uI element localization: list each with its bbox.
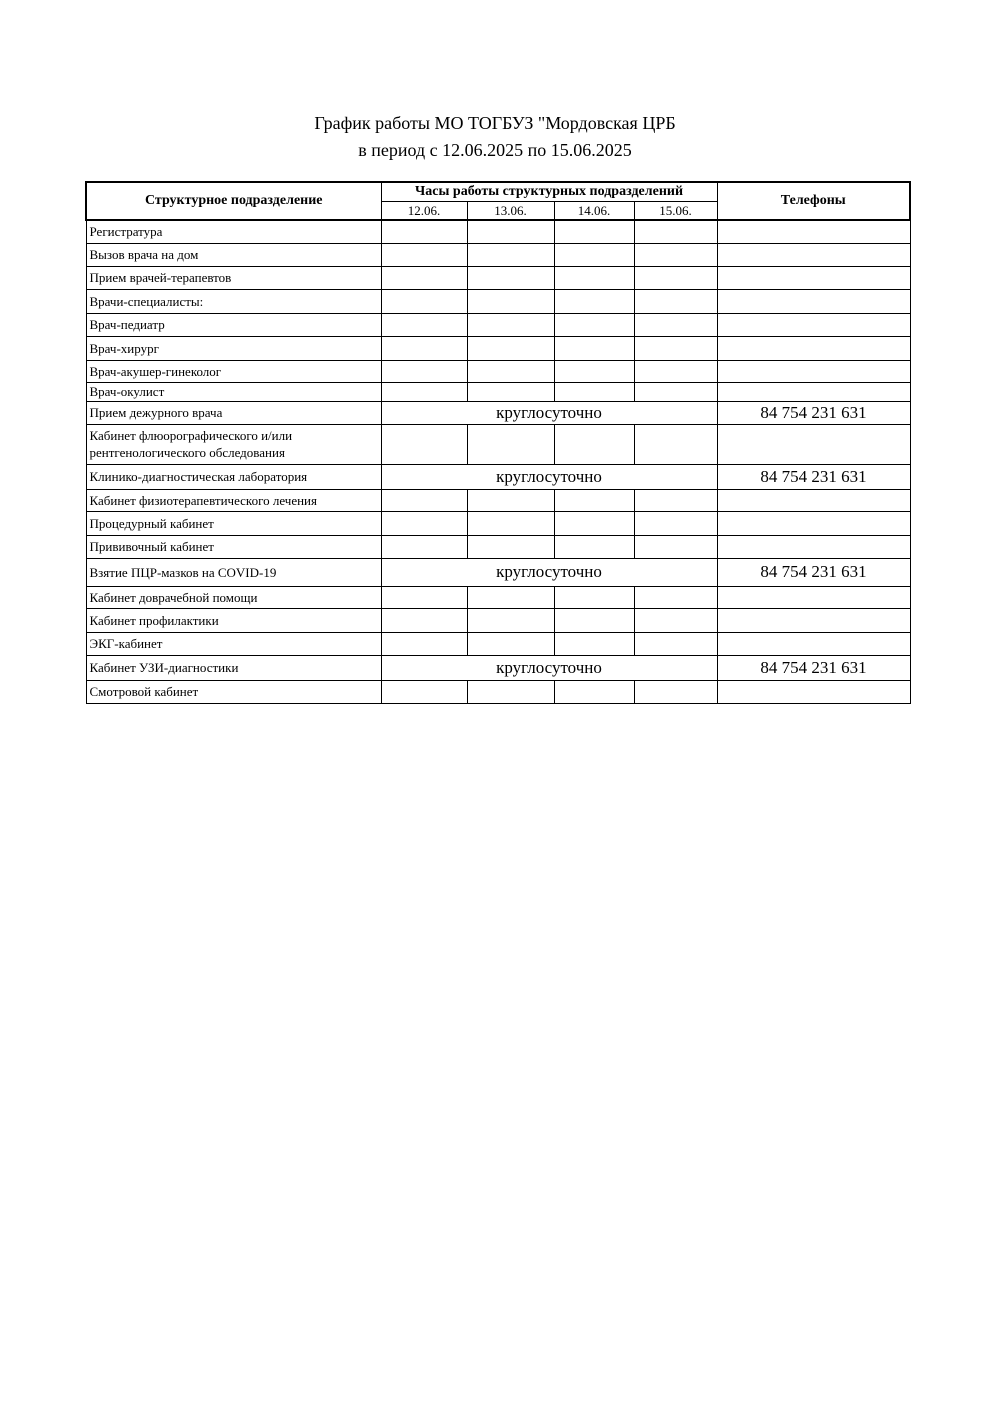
phone-cell (717, 360, 910, 382)
department-name: Смотровой кабинет (86, 680, 381, 703)
phone-cell (717, 586, 910, 608)
hours-cell (634, 608, 717, 632)
hours-cell (381, 608, 467, 632)
hours-cell (554, 535, 634, 558)
hours-cell (467, 289, 554, 313)
hours-cell (554, 220, 634, 243)
hours-cell (467, 382, 554, 401)
hours-cell (381, 243, 467, 266)
title-line-1: График работы МО ТОГБУЗ "Мордовская ЦРБ (314, 113, 676, 133)
department-name: Врач-педиатр (86, 313, 381, 336)
table-row (86, 266, 910, 289)
hours-cell (634, 382, 717, 401)
hours-cell (467, 360, 554, 382)
hours-cell (381, 360, 467, 382)
phone-cell (717, 632, 910, 655)
hours-cell (634, 313, 717, 336)
table-row (86, 382, 910, 401)
phone-cell (717, 243, 910, 266)
table-row (86, 632, 910, 655)
table-row (86, 289, 910, 313)
date-header: 13.06. (467, 202, 554, 221)
table-row (86, 360, 910, 382)
date-header: 12.06. (381, 202, 467, 221)
table-row (86, 401, 910, 424)
table-row (86, 608, 910, 632)
hours-cell (554, 608, 634, 632)
hours-cell (467, 535, 554, 558)
phone-cell (717, 535, 910, 558)
column-header-hours: Часы работы структурных подразделений (381, 182, 717, 202)
document-title (0, 110, 1000, 164)
phone-cell: 84 754 231 631 (717, 655, 910, 680)
hours-cell (554, 360, 634, 382)
table-row (86, 489, 910, 511)
hours-cell (554, 289, 634, 313)
hours-cell (634, 489, 717, 511)
table-row (86, 680, 910, 703)
hours-cell (634, 680, 717, 703)
hours-cell (554, 266, 634, 289)
department-name: Кабинет доврачебной помощи (86, 586, 381, 608)
phone-cell (717, 424, 910, 464)
department-name: ЭКГ-кабинет (86, 632, 381, 655)
hours-cell (554, 632, 634, 655)
hours-cell (554, 489, 634, 511)
hours-cell (554, 382, 634, 401)
hours-cell (634, 220, 717, 243)
hours-cell (634, 632, 717, 655)
hours-cell (381, 680, 467, 703)
date-header: 14.06. (554, 202, 634, 221)
hours-cell (467, 489, 554, 511)
hours-cell (467, 336, 554, 360)
hours-cell (634, 336, 717, 360)
hours-cell-merged: круглосуточно (381, 464, 717, 489)
department-name: Врач-акушер-гинеколог (86, 360, 381, 382)
phone-cell (717, 336, 910, 360)
hours-cell (381, 313, 467, 336)
hours-cell (634, 535, 717, 558)
hours-cell (381, 266, 467, 289)
phone-cell (717, 289, 910, 313)
hours-cell (554, 424, 634, 464)
department-name: Врач-окулист (86, 382, 381, 401)
hours-cell (467, 313, 554, 336)
hours-cell (381, 220, 467, 243)
department-name: Прием дежурного врача (86, 401, 381, 424)
hours-cell (381, 424, 467, 464)
hours-cell-merged: круглосуточно (381, 558, 717, 586)
department-name: Клинико-диагностическая лаборатория (86, 464, 381, 489)
date-header: 15.06. (634, 202, 717, 221)
table-row (86, 511, 910, 535)
hours-cell (554, 313, 634, 336)
table-row (86, 464, 910, 489)
table-row (86, 558, 910, 586)
hours-cell-merged: круглосуточно (381, 401, 717, 424)
hours-cell (634, 511, 717, 535)
department-name: Взятие ПЦР-мазков на COVID-19 (86, 558, 381, 586)
hours-cell (467, 266, 554, 289)
phone-cell (717, 511, 910, 535)
hours-cell (381, 336, 467, 360)
phone-cell: 84 754 231 631 (717, 464, 910, 489)
hours-cell (467, 243, 554, 266)
department-name: Кабинет профилактики (86, 608, 381, 632)
phone-cell: 84 754 231 631 (717, 401, 910, 424)
department-name: Вызов врача на дом (86, 243, 381, 266)
hours-cell (554, 680, 634, 703)
hours-cell (381, 289, 467, 313)
schedule-table (85, 181, 911, 704)
phone-cell (717, 489, 910, 511)
hours-cell (381, 489, 467, 511)
hours-cell (467, 511, 554, 535)
column-header-phones: Телефоны (717, 182, 910, 220)
department-name: Прививочный кабинет (86, 535, 381, 558)
department-name: Регистратура (86, 220, 381, 243)
hours-cell (467, 680, 554, 703)
hours-cell (634, 586, 717, 608)
hours-cell (634, 266, 717, 289)
phone-cell (717, 220, 910, 243)
hours-cell (554, 243, 634, 266)
phone-cell (717, 382, 910, 401)
department-name: Кабинет флюорографического и/или рентгенологического обследования (86, 424, 381, 464)
table-row (86, 220, 910, 243)
table-row (86, 586, 910, 608)
department-name: Процедурный кабинет (86, 511, 381, 535)
title-line-2: в период с 12.06.2025 по 15.06.2025 (358, 140, 632, 160)
hours-cell (634, 360, 717, 382)
schedule-body (86, 220, 910, 703)
hours-cell (381, 632, 467, 655)
hours-cell (381, 511, 467, 535)
column-header-department: Структурное подразделение (86, 182, 381, 220)
hours-cell (467, 586, 554, 608)
hours-cell (381, 586, 467, 608)
hours-cell (467, 632, 554, 655)
table-row (86, 535, 910, 558)
hours-cell (467, 220, 554, 243)
phone-cell: 84 754 231 631 (717, 558, 910, 586)
department-name: Врач-хирург (86, 336, 381, 360)
phone-cell (717, 313, 910, 336)
hours-cell (634, 424, 717, 464)
hours-cell (634, 243, 717, 266)
hours-cell (634, 289, 717, 313)
department-name: Врачи-специалисты: (86, 289, 381, 313)
phone-cell (717, 680, 910, 703)
department-name: Прием врачей-терапевтов (86, 266, 381, 289)
table-row (86, 243, 910, 266)
hours-cell (554, 511, 634, 535)
table-row (86, 336, 910, 360)
table-row (86, 313, 910, 336)
hours-cell (381, 382, 467, 401)
hours-cell (467, 424, 554, 464)
table-row (86, 655, 910, 680)
phone-cell (717, 266, 910, 289)
hours-cell (381, 535, 467, 558)
department-name: Кабинет физиотерапевтического лечения (86, 489, 381, 511)
hours-cell (554, 336, 634, 360)
hours-cell-merged: круглосуточно (381, 655, 717, 680)
table-row (86, 424, 910, 464)
hours-cell (554, 586, 634, 608)
hours-cell (467, 608, 554, 632)
phone-cell (717, 608, 910, 632)
department-name: Кабинет УЗИ-диагностики (86, 655, 381, 680)
